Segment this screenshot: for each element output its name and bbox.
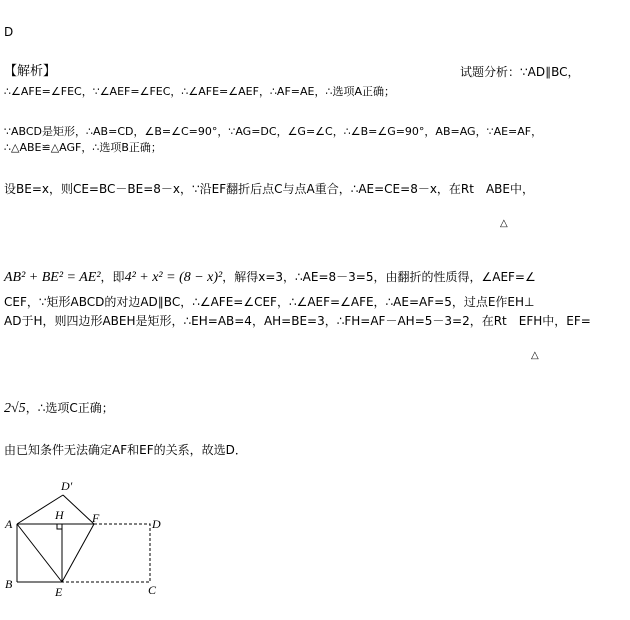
rectangle-dashed	[62, 524, 150, 582]
analysis-label: 试题分析：∵AD∥BC，	[460, 65, 580, 79]
analysis-heading: 【解析】	[4, 64, 57, 79]
label-d-prime: D′	[61, 479, 73, 493]
label-f: F	[92, 511, 100, 525]
label-d: D	[152, 517, 161, 531]
paragraph-pythagoras-line2: CEF，∵矩形ABCD的对边AD∥BC，∴∠AFE=∠CEF，∴∠AEF=∠AFE，∴AE=AF=5，过点E作EH⊥	[4, 295, 535, 309]
paragraph-pythagoras-line3: AD于H，则四边形ABEH是矩形，∴EH=AB=4，AH=BE=3，∴FH=AF－AH=5－3=2，在Rt EFH中，EF=	[4, 314, 591, 328]
paragraph-setup-line1: 设BE=x，则CE=BC－BE=8－x，∵沿EF翻折后点C与点A重合，∴AE=CE=8－x，在Rt ABE中，	[4, 182, 535, 196]
paragraph-option-c	[4, 400, 114, 417]
text-ji: ，即	[100, 270, 125, 284]
label-c: C	[148, 583, 157, 597]
sqrt-expression: 2√5	[4, 401, 26, 416]
paragraph-option-a: ∴∠AFE=∠FEC，∵∠AEF=∠FEC，∴∠AFE=∠AEF，∴AF=AE，∴选项A正确；	[4, 85, 396, 98]
triangle-symbol: △	[531, 350, 539, 361]
label-e: E	[55, 585, 63, 599]
paragraph-conclusion: 由已知条件无法确定AF和EF的关系，故选D．	[4, 443, 247, 457]
segment-ef	[62, 524, 94, 582]
segment-ae	[17, 524, 62, 582]
formula-numeric: 4² + x² = (8 − x)²	[124, 270, 223, 285]
segment-d-prime-f	[63, 495, 94, 524]
paragraph-option-b-line2: ∴△ABE≌△AGF，∴选项B正确；	[4, 141, 162, 154]
label-a: A	[5, 517, 13, 531]
answer-letter: D	[4, 25, 14, 39]
label-b: B	[5, 577, 13, 591]
paragraph-pythagoras-line1	[4, 269, 536, 286]
paragraph-option-b-line1: ∵ABCD是矩形，∴AB=CD，∠B=∠C=90°，∵AG=DC，∠G=∠C，∴∠B=∠G=90°，AB=AG，∵AE=AF，	[4, 125, 543, 138]
triangle-symbol: △	[500, 218, 508, 229]
geometry-figure	[0, 470, 180, 605]
right-angle-mark	[57, 524, 62, 529]
text-option-c: ，∴选项C正确；	[25, 401, 114, 415]
text-solve: ，解得x=3，∴AE=8－3=5，由翻折的性质得，∠AEF=∠	[222, 270, 536, 284]
formula-pythagoras: AB² + BE² = AE²	[4, 270, 101, 285]
label-h: H	[55, 508, 64, 522]
